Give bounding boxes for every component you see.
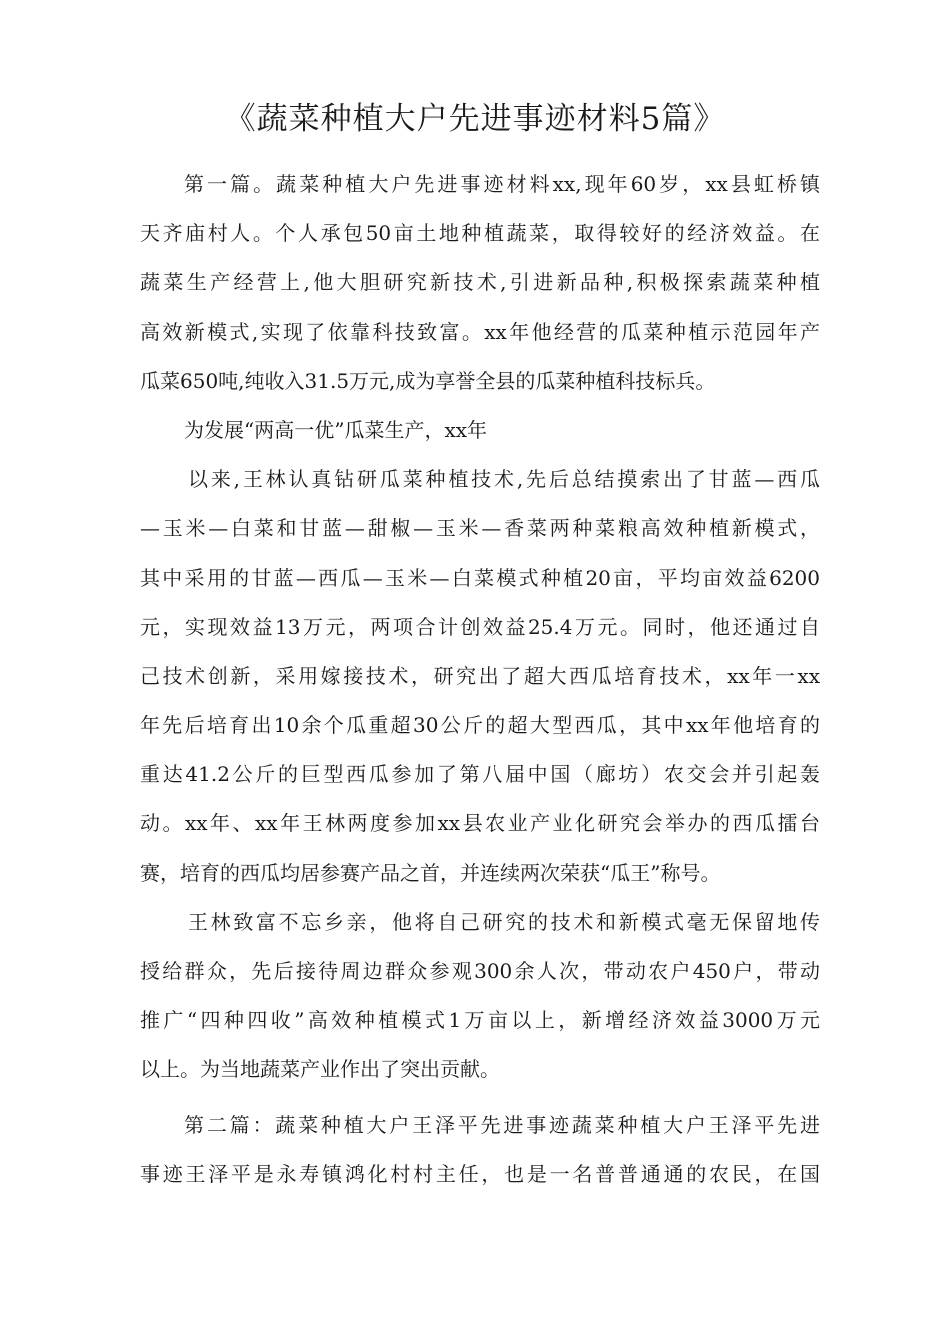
text-line: 授给群众，先后接待周边群众参观300余人次，带动农户450户，带动 (140, 959, 820, 983)
text-line: 瓜菜650吨,纯收入31.5万元,成为享誉全县的瓜菜种植科技标兵。 (140, 368, 716, 393)
document-title: 《蔬菜种植大户先进事迹材料5篇》 (224, 101, 726, 137)
text-line: 为发展“两高一优”瓜菜生产，xx年 (184, 417, 488, 442)
text-line: 元，实现效益13万元，两项合计创效益25.4万元。同时，他还通过自 (140, 614, 820, 639)
text-line: 己技术创新，采用嫁接技术，研究出了超大西瓜培育技术，xx年一xx (140, 663, 820, 688)
text-line: 蔬菜生产经营上,他大胆研究新技术,引进新品种,积极探索蔬菜种植 (140, 270, 820, 295)
text-line: —玉米—白菜和甘蓝—甜椒—玉米—香菜两种菜粮高效种植新模式， (140, 516, 820, 541)
text-line: 推广“四种四收”高效种植模式1万亩以上，新增经济效益3000万元 (140, 1008, 820, 1033)
text-line: 事迹王泽平是永寿镇鸿化村村主任，也是一名普普通通的农民，在国 (140, 1161, 820, 1186)
text-line: 天齐庙村人。个人承包50亩土地种植蔬菜，取得较好的经济效益。在 (140, 221, 820, 246)
document-body (140, 160, 820, 1199)
text-line: 动。xx年、xx年王林两度参加xx县农业产业化研究会举办的西瓜擂台 (140, 811, 820, 836)
text-line: 以来,王林认真钻研瓜菜种植技术,先后总结摸索出了甘蓝—西瓜 (188, 467, 820, 492)
text-line: 以上。为当地蔬菜产业作出了突出贡献。 (140, 1057, 500, 1082)
text-line: 重达41.2公斤的巨型西瓜参加了第八届中国（廊坊）农交会并引起轰 (140, 762, 820, 787)
text-line: 第二篇：蔬菜种植大户王泽平先进事迹蔬菜种植大户王泽平先进 (184, 1112, 820, 1137)
text-line: 第一篇。蔬菜种植大户先进事迹材料xx,现年60岁，xx县虹桥镇 (184, 172, 820, 196)
text-line: 赛，培育的西瓜均居参赛产品之首，并连续两次荣获“瓜王”称号。 (140, 860, 721, 885)
text-line: 高效新模式,实现了依靠科技致富。xx年他经营的瓜菜种植示范园年产 (140, 319, 820, 344)
text-line: 年先后培育出10余个瓜重超30公斤的超大型西瓜，其中xx年他培育的 (140, 713, 820, 738)
text-line: 王林致富不忘乡亲，他将自己研究的技术和新模式毫无保留地传 (188, 909, 820, 934)
text-line: 其中采用的甘蓝—西瓜—玉米—白菜模式种植20亩，平均亩效益6200 (140, 565, 820, 590)
